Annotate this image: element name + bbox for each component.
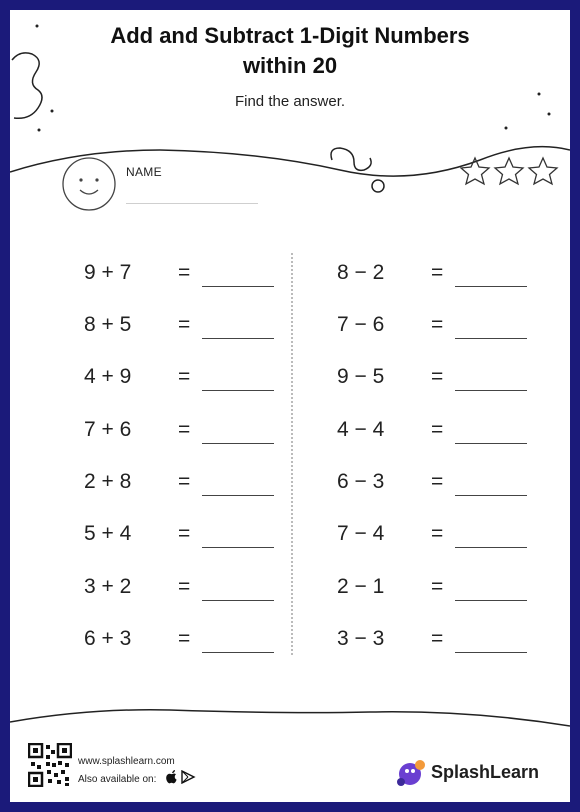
instruction-text: Find the answer. [234, 93, 346, 110]
problem-expression: 7 + 6 [84, 418, 132, 441]
answer-blank[interactable] [455, 652, 527, 653]
name-label: NAME [126, 165, 162, 179]
problem-expression: 7 − 6 [337, 313, 385, 336]
answer-blank[interactable] [202, 390, 274, 391]
problem-expression: 4 + 9 [84, 365, 132, 388]
smiley-face-icon [61, 156, 117, 212]
answer-blank[interactable] [202, 547, 274, 548]
problem-expression: 6 + 3 [84, 627, 132, 650]
splashlearn-logo-icon [395, 758, 429, 788]
app-store-icons [165, 770, 197, 784]
problem-expression: 2 − 1 [337, 575, 385, 598]
answer-blank[interactable] [455, 390, 527, 391]
available-on-label: Also available on: [78, 774, 157, 785]
play-store-icon[interactable] [182, 771, 194, 783]
answer-blank[interactable] [455, 600, 527, 601]
problem-expression: 3 + 2 [84, 575, 132, 598]
equals-sign: = [431, 522, 444, 545]
qr-code-icon [28, 743, 72, 787]
equals-sign: = [178, 313, 191, 336]
problem-expression: 5 + 4 [84, 522, 132, 545]
decorative-shapes [10, 10, 570, 802]
worksheet-title-line1: Add and Subtract 1-Digit Numbers [110, 23, 470, 48]
worksheet-title-line2: within 20 [242, 53, 338, 78]
star-outline-icon [461, 158, 489, 184]
name-field[interactable] [126, 203, 258, 204]
equals-sign: = [178, 522, 191, 545]
problem-expression: 4 − 4 [337, 418, 385, 441]
website-link[interactable]: www.splashlearn.com [78, 756, 175, 767]
rating-stars [460, 156, 564, 188]
equals-sign: = [431, 470, 444, 493]
equals-sign: = [178, 418, 191, 441]
equals-sign: = [431, 418, 444, 441]
answer-blank[interactable] [202, 600, 274, 601]
problem-expression: 9 − 5 [337, 365, 385, 388]
equals-sign: = [431, 261, 444, 284]
answer-blank[interactable] [455, 495, 527, 496]
problem-expression: 8 + 5 [84, 313, 132, 336]
brand-name: SplashLearn [431, 762, 540, 782]
problem-expression: 8 − 2 [337, 261, 385, 284]
problem-expression: 3 − 3 [337, 627, 385, 650]
equals-sign: = [431, 365, 444, 388]
answer-blank[interactable] [202, 338, 274, 339]
problem-expression: 9 + 7 [84, 261, 132, 284]
equals-sign: = [178, 627, 191, 650]
answer-blank[interactable] [202, 495, 274, 496]
column-divider [291, 253, 293, 655]
answer-blank[interactable] [455, 443, 527, 444]
equals-sign: = [178, 575, 191, 598]
problem-expression: 2 + 8 [84, 470, 132, 493]
apple-icon[interactable] [166, 770, 176, 783]
equals-sign: = [178, 470, 191, 493]
equals-sign: = [178, 261, 191, 284]
star-outline-icon [529, 158, 557, 184]
equals-sign: = [431, 575, 444, 598]
equals-sign: = [431, 313, 444, 336]
answer-blank[interactable] [202, 443, 274, 444]
worksheet-page [10, 10, 570, 802]
equals-sign: = [431, 627, 444, 650]
problem-expression: 6 − 3 [337, 470, 385, 493]
answer-blank[interactable] [455, 286, 527, 287]
answer-blank[interactable] [455, 338, 527, 339]
answer-blank[interactable] [202, 652, 274, 653]
answer-blank[interactable] [455, 547, 527, 548]
star-outline-icon [495, 158, 523, 184]
equals-sign: = [178, 365, 191, 388]
problem-expression: 7 − 4 [337, 522, 385, 545]
answer-blank[interactable] [202, 286, 274, 287]
